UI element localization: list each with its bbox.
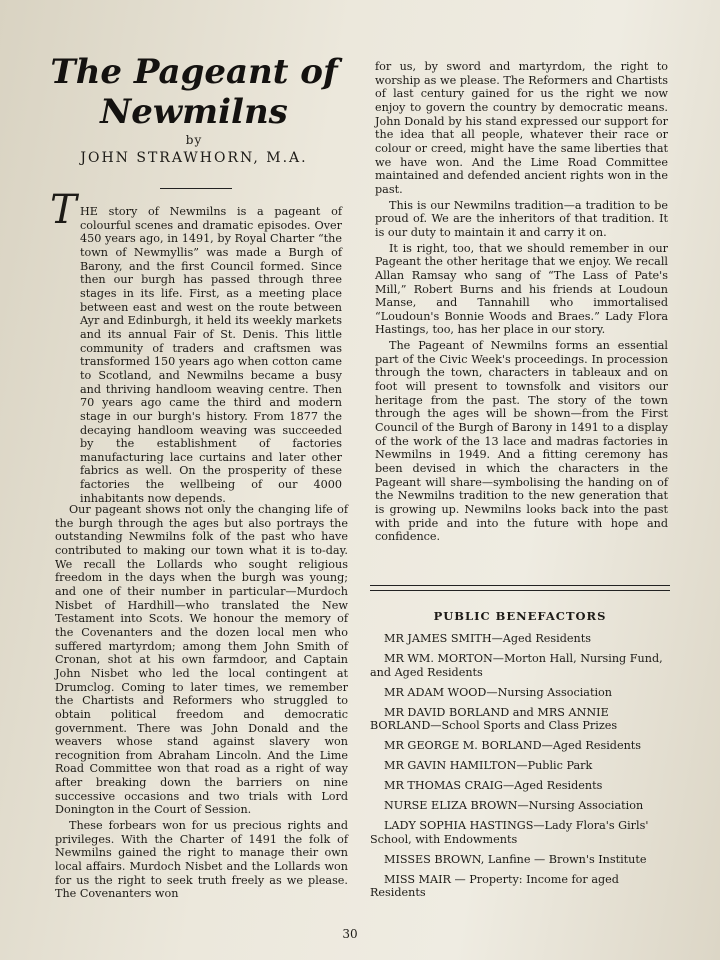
left-column-rest xyxy=(55,503,348,901)
section-rule-top xyxy=(370,585,670,586)
benefactor-item: MR ADAM WOOD—Nursing Association xyxy=(384,685,612,699)
benefactor-item: MR GEORGE M. BORLAND—Aged Residents xyxy=(384,739,642,752)
drop-cap: T xyxy=(50,187,77,233)
benefactor-item: NURSE ELIZA BROWN—Nursing Association xyxy=(384,799,644,812)
left-paragraph-2: Our pageant shows not only the changing life of the burgh through the ages but also portrays the outstanding Newmilns folk of the past who have contributed to making our town what it is to-day. We recall the Lollards who sought religious freedom in the days when the burgh was young; and one of their number in particular—Murdoch Nisbet of Hardhill—who translated the New Testament into Scots. We honour the memory of the Covenanters and the dozen local men who suffered martyrdom; among them John Smith of Cronan, shot at his own farmdoor, and Captain John Nisbet who led the local contingent at Drumclog. Coming to later times, we remember the Chartists and Reformers who struggled to obtain political freedom and democratic government. There was John Donald and the weavers whose stand against slavery won recognition from Abraham Lincoln. And the Lime Road Committee won that road as a right of way after breaking down the barriers on nine successive occasions and two trials with Lord Donington in the Court of Session. xyxy=(55,503,348,817)
left-paragraph-3: These forbears won for us precious rights and privileges. With the Charter of 1491 the folk of Newmilns gained the right to manage their own local affairs. Murdoch Nisbet and the Lollards won for us the right to seek truth freely as we please. The Covenanters won xyxy=(55,819,348,901)
benefactors-heading: PUBLIC BENEFACTORS xyxy=(433,609,607,623)
right-paragraph-1: for us, by sword and martyrdom, the right to worship as we please. The Reformers and Chartists of last century gained for us the right we now enjoy to govern the country by democratic means. John Donald by his stand expressed our support for the idea that all people, whatever their race or colour or creed, might have the same liberties that we have won. And the Lime Road Committee maintained and defended ancient rights won in the past. xyxy=(375,60,668,196)
left-paragraph-1: HE story of Newmilns is a pageant of colourful scenes and dramatic episodes. Over 450 years ago, in 1491, by Royal Charter “the town of Newmyllis” was made a Burgh of Barony, and the first Council formed. Since then our burgh has passed through three stages in its life. First, as a meeting place between east and west on the route between Ayr and Edinburgh, it held its weekly markets and its annual Fair of St. Denis. This little community of traders and craftsmen was transformed 150 years ago when cotton came to Scotland, and Newmilns became a busy and thriving handloom weaving centre. Then 70 years ago came the third and modern stage in our burgh's history. From 1877 the decaying handloom weaving was succeeded by the establishment of factories manufacturing lace curtains and later other fabrics as well. On the prosperity of these factories the wellbeing of our 4000 inhabitants now depends. xyxy=(80,205,342,505)
section-rule-bottom xyxy=(370,590,670,591)
left-para-1-lead xyxy=(80,205,342,505)
right-paragraph-3: It is right, too, that we should remember in our Pageant the other heritage that we enjoy. We recall Allan Ramsay who sang of “The Lass of Pate's Mill,” Robert Burns and his friends at Loudoun Manse, and Tannahill who immortalised “Loudoun's Bonnie Woods and Braes.” Lady Flora Hastings, too, has her place in our story. xyxy=(375,241,668,337)
benefactor-item: MR GAVIN HAMILTON—Public Park xyxy=(384,759,593,772)
benefactor-item: MR JAMES SMITH—Aged Residents xyxy=(384,632,591,645)
byline-by: by xyxy=(185,133,203,147)
benefactor-item: MISS MAIR — Property: Income for aged Residents xyxy=(370,872,619,899)
benefactor-item: LADY SOPHIA HASTINGS—Lady Flora's Girls' School, with Endowments xyxy=(370,819,649,846)
author-name: JOHN STRAWHORN, M.A. xyxy=(80,150,308,166)
benefactors-list xyxy=(370,632,670,906)
benefactor-item: MR DAVID BORLAND and MRS ANNIE BORLAND—School Sports and Class Prizes xyxy=(370,705,618,732)
benefactor-item: MR THOMAS CRAIG—Aged Residents xyxy=(384,779,603,792)
right-paragraph-4: The Pageant of Newmilns forms an essential part of the Civic Week's proceedings. In procession through the town, characters in tableaux and on foot will present to townsfolk and visitors our heritage from the past. The story of the town through the ages will be shown—from the First Council of the Burgh of Barony in 1491 to a display of the work of the 13 lace and madras factories in Newmilns in 1949. And a fitting ceremony has been devised in which the characters in the Pageant will share—symbolising the handing on of the Newmilns tradition to the new generation that is growing up. Newmilns looks back into the past with pride and into the future with hope and confidence. xyxy=(375,339,668,544)
right-paragraph-2: This is our Newmilns tradition—a tradition to be proud of. We are the inheritors of that tradition. It is our duty to maintain it and carry it on. xyxy=(375,198,668,239)
benefactor-item: MR WM. MORTON—Morton Hall, Nursing Fund, and Aged Residents xyxy=(370,652,663,679)
article-title: The Pageant of Newmilns xyxy=(50,52,338,132)
page-number: 30 xyxy=(342,927,358,941)
benefactor-item: MISSES BROWN, Lanfine — Brown's Institute xyxy=(384,852,647,866)
right-column-text xyxy=(375,60,668,544)
title-divider xyxy=(160,188,232,189)
